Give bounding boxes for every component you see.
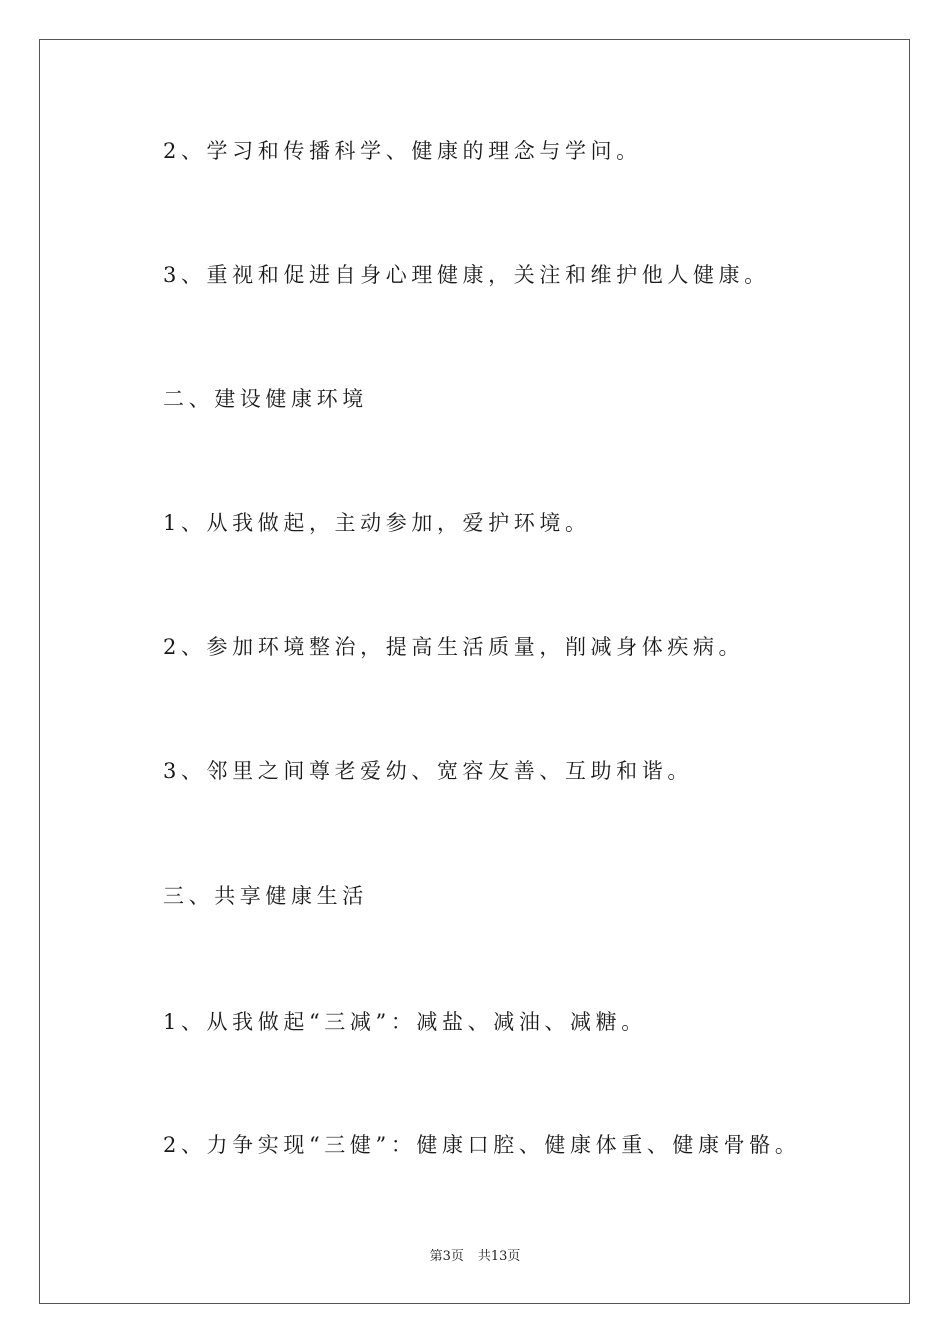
list-item: 3、重视和促进自身心理健康，关注和维护他人健康。 — [163, 263, 770, 287]
total-pages: 共13页 — [477, 1249, 521, 1264]
page-border — [39, 39, 910, 1304]
list-item: 2、参加环境整治，提高生活质量，削减身体疾病。 — [163, 635, 745, 659]
page-number: 第3页 — [429, 1249, 464, 1264]
list-item: 2、学习和传播科学、健康的理念与学问。 — [163, 139, 642, 163]
list-item: 1、从我做起，主动参加，爱护环境。 — [163, 511, 591, 535]
list-item: 3、邻里之间尊老爱幼、宽容友善、互助和谐。 — [163, 759, 693, 783]
page-footer — [0, 1250, 950, 1263]
list-item: 1、从我做起“三减”：减盐、减油、减糖。 — [163, 1010, 647, 1034]
list-item: 2、力争实现“三健”：健康口腔、健康体重、健康骨骼。 — [163, 1133, 801, 1157]
section-heading: 二、建设健康环境 — [163, 387, 368, 411]
section-heading: 三、共享健康生活 — [163, 884, 368, 908]
